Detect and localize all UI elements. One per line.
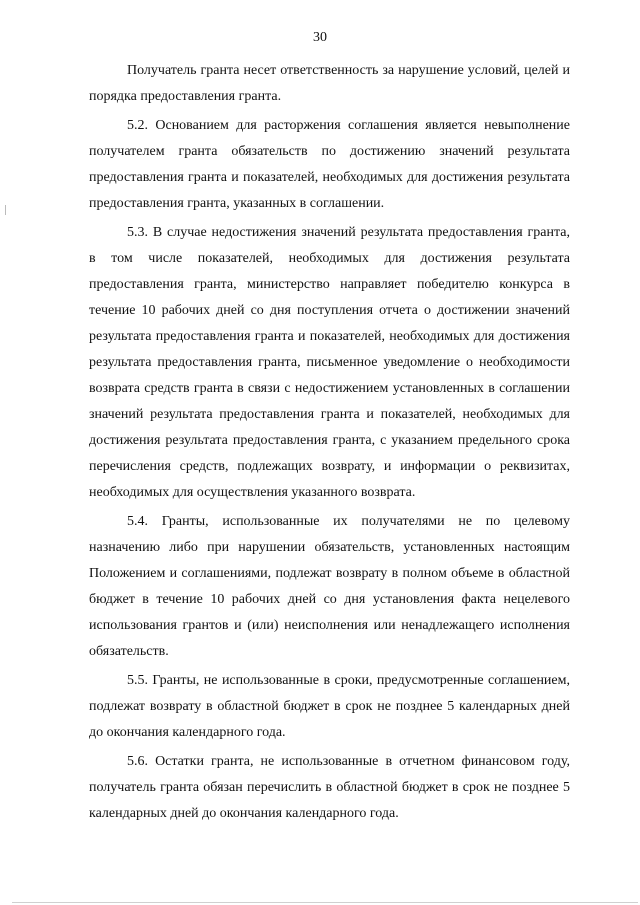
page-number: 30 xyxy=(313,30,327,45)
scan-bottom-edge xyxy=(12,902,638,903)
scan-margin-mark xyxy=(5,205,6,215)
paragraph-responsibility: Получатель гранта несет ответственность за нарушение условий, целей и порядка предоставления гранта. xyxy=(89,63,570,104)
paragraph-5-6: 5.6. Остатки гранта, не использованные в отчетном финансовом году, получатель гранта обязан перечислить в областной бюджет в срок не позднее 5 календарных дней до окончания календарного года. xyxy=(89,754,570,821)
document-body xyxy=(89,58,570,829)
paragraph-5-3: 5.3. В случае недостижения значений результата предоставления гранта, в том числе показателей, необходимых для достижения результата предоставления гранта, министерство направляет победителю конкурса в течение 10 рабочих дней со дня поступления отчета о достижении значений результата предоставления гранта и показателей, необходимых для достижения результата предоставления гранта, письменное уведомление о необходимости возврата средств гранта в связи с недостижением установленных в соглашении значений результата предоставления гранта и показателей, необходимых для достижения результата предоставления гранта, с указанием предельного срока перечисления средств, подлежащих возврату, и информации о реквизитах, необходимых для осуществления указанного возврата. xyxy=(89,225,570,500)
paragraph-5-4: 5.4. Гранты, использованные их получателями не по целевому назначению либо при нарушении обязательств, установленных настоящим Положением и соглашениями, подлежат возврату в полном объеме в областной бюджет в течение 10 рабочих дней со дня установления факта нецелевого использования грантов и (или) неисполнения или ненадлежащего исполнения обязательств. xyxy=(89,514,570,659)
paragraph-5-5: 5.5. Гранты, не использованные в сроки, предусмотренные соглашением, подлежат возврату в областной бюджет в срок не позднее 5 календарных дней до окончания календарного года. xyxy=(89,673,570,740)
paragraph-5-2: 5.2. Основанием для расторжения соглашения является невыполнение получателем гранта обязательств по достижению значений результата предоставления гранта и показателей, необходимых для достижения результата предоставления гранта, указанных в соглашении. xyxy=(89,118,570,211)
